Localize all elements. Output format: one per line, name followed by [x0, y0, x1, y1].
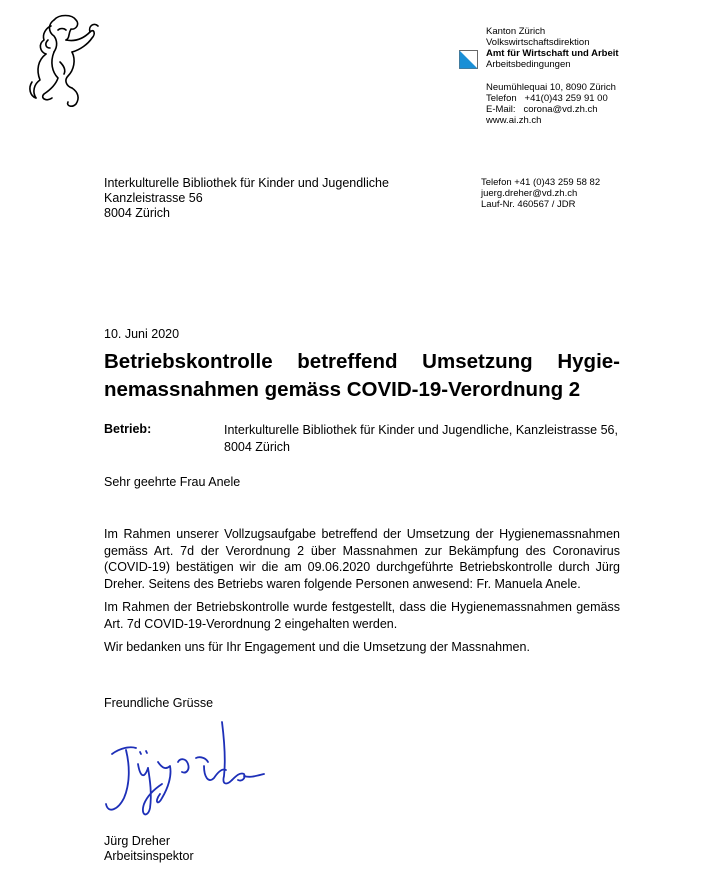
title-line-1: Betriebskontrolle betreffend Umsetzung Hygie-	[104, 350, 620, 373]
sender-address: Neumühlequai 10, 8090 Zürich	[486, 82, 616, 93]
letter-body	[104, 526, 620, 663]
canton-flag-icon	[459, 50, 478, 69]
body-paragraph-1: Im Rahmen unserer Vollzugsaufgabe betreffend der Umsetzung der Hygienemassnahmen gemäss Art. 7d der Verordnung 2 über Massnahmen zur Bekämpfung des Coronavirus (COVID-19) bestätigen wir die am 09.06.2020 durchgeführte Betriebskontrolle durch Jürg Dreher. Seitens des Betriebs waren folgende Personen anwesend: Fr. Manuela Anele.	[104, 527, 620, 591]
body-paragraph-2: Im Rahmen der Betriebskontrolle wurde festgestellt, dass die Hygienemassnahmen gemäss Art. 7d COVID-19-Verordnung 2 eingehalten werden.	[104, 600, 620, 631]
signer-block	[104, 834, 194, 864]
sender-office: Amt für Wirtschaft und Arbeit	[486, 48, 619, 59]
salutation: Sehr geehrte Frau Anele	[104, 475, 241, 489]
canton-lion-logo	[24, 10, 104, 110]
sender-email: E-Mail: corona@vd.zh.ch	[486, 104, 598, 115]
sender-block	[486, 26, 619, 126]
sender-phone: Telefon +41(0)43 259 91 00	[486, 93, 608, 104]
recipient-line-2: Kanzleistrasse 56	[104, 191, 203, 205]
body-paragraph-3: Wir bedanken uns für Ihr Engagement und die Umsetzung der Massnahmen.	[104, 640, 530, 654]
sender-website: www.ai.zh.ch	[486, 115, 542, 126]
closing-greeting: Freundliche Grüsse	[104, 696, 214, 710]
contact-block	[481, 177, 600, 210]
handwritten-signature	[100, 718, 270, 828]
betrieb-label: Betrieb:	[104, 422, 152, 436]
recipient-line-3: 8004 Zürich	[104, 206, 171, 220]
recipient-address	[104, 176, 389, 221]
contact-phone: Telefon +41 (0)43 259 58 82	[481, 177, 601, 188]
sender-directorate: Volkswirtschaftsdirektion	[486, 37, 590, 48]
letter-date: 10. Juni 2020	[104, 327, 180, 341]
contact-email: juerg.dreher@vd.zh.ch	[481, 188, 578, 199]
contact-reference: Lauf-Nr. 460567 / JDR	[481, 199, 576, 210]
signer-name: Jürg Dreher	[104, 834, 170, 848]
sender-department: Arbeitsbedingungen	[486, 59, 571, 70]
betrieb-value: Interkulturelle Bibliothek für Kinder und Jugendliche, Kanzleistrasse 56, 8004 Zürich	[224, 423, 618, 454]
recipient-line-1: Interkulturelle Bibliothek für Kinder und Jugendliche	[104, 176, 389, 190]
title-line-2: nemassnahmen gemäss COVID-19-Verordnung 2	[104, 378, 581, 401]
letter-title	[104, 348, 620, 404]
sender-canton: Kanton Zürich	[486, 26, 546, 37]
signer-role: Arbeitsinspektor	[104, 849, 194, 863]
